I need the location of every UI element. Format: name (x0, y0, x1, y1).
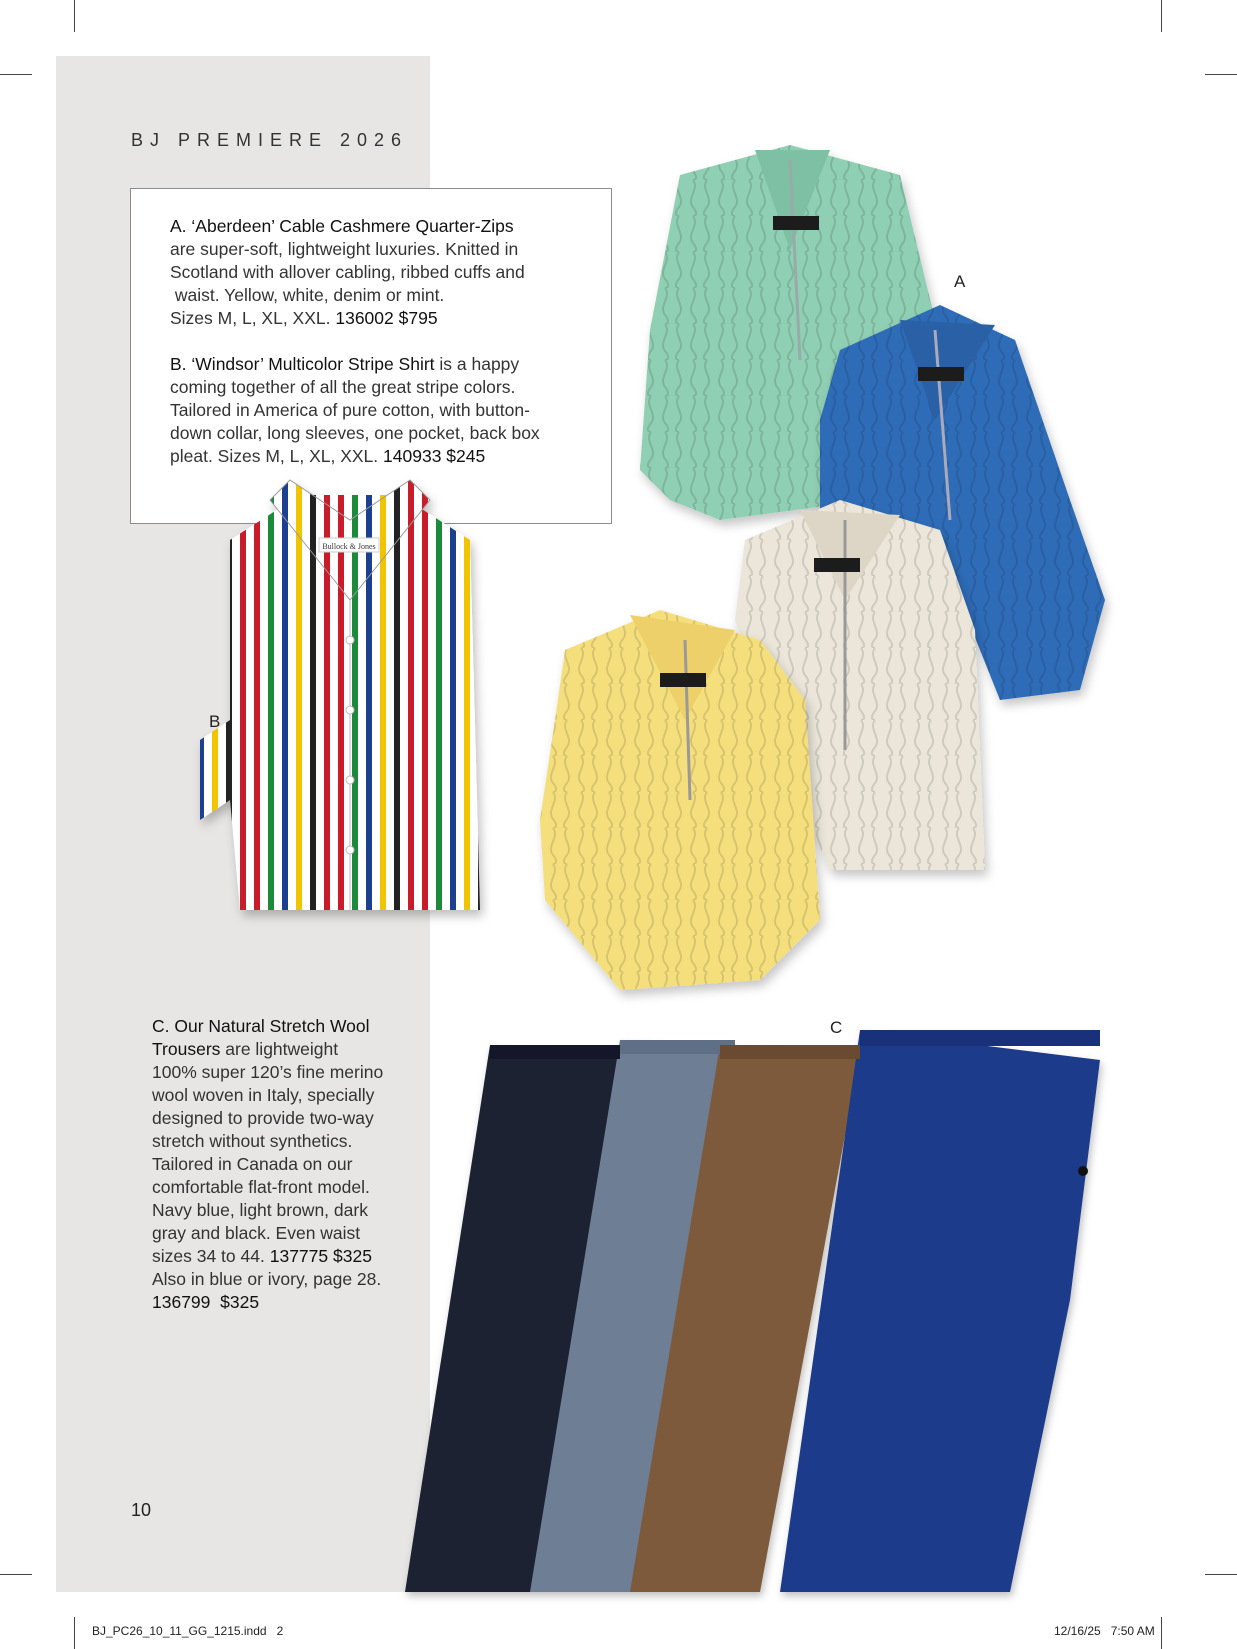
footer-filename: BJ_PC26_10_11_GG_1215.indd 2 (92, 1624, 284, 1638)
product-b-desc-line: coming together of all the great stripe colors. (170, 377, 516, 397)
product-c-desc-line: comfortable flat-front model. (152, 1177, 370, 1197)
product-c-desc-line: Navy blue, light brown, dark (152, 1200, 368, 1220)
product-a-desc-line: waist. Yellow, white, denim or mint. (170, 285, 445, 305)
product-a-name: A. ‘Aberdeen’ Cable Cashmere Quarter-Zips (170, 216, 514, 236)
product-c-desc-line: designed to provide two-way (152, 1108, 374, 1128)
product-c-sizes: sizes 34 to 44. (152, 1246, 265, 1266)
product-c-desc-line: gray and black. Even waist (152, 1223, 361, 1243)
product-c-marker: C (830, 1018, 843, 1037)
product-c-desc-line: are lightweight (220, 1039, 339, 1059)
product-a-desc-line: Scotland with allover cabling, ribbed cuffs and (170, 262, 525, 282)
product-b-desc-line: Tailored in America of pure cotton, with button- (170, 400, 530, 420)
footer-rule (74, 1617, 75, 1649)
page-number: 10 (131, 1500, 152, 1520)
footer-date: 12/16/25 7:50 AM (1054, 1624, 1155, 1638)
product-c-item-price: 137775 $325 (269, 1246, 372, 1266)
product-a-desc-line: are super-soft, lightweight luxuries. Knitted in (170, 239, 519, 259)
shirt-label-text: Bullock & Jones (322, 542, 376, 551)
product-c-desc-line: stretch without synthetics. (152, 1131, 353, 1151)
product-b-name: B. ‘Windsor’ Multicolor Stripe Shirt (170, 354, 435, 374)
product-c-desc-line: Also in blue or ivory, page 28. (152, 1269, 382, 1289)
product-c-item-price-2: 136799 $325 (152, 1292, 260, 1312)
product-a-sizes: Sizes M, L, XL, XXL. (170, 308, 331, 328)
product-c-desc-line: wool woven in Italy, specially (152, 1085, 375, 1105)
catalog-header: BJ PREMIERE 2026 (131, 130, 409, 150)
product-b-item-price: 140933 $245 (383, 446, 486, 466)
product-b-desc-line: down collar, long sleeves, one pocket, back box (170, 423, 540, 443)
product-c-name: C. Our Natural Stretch Wool (152, 1016, 370, 1036)
product-b-marker: B (209, 712, 221, 731)
product-c-name: Trousers (152, 1039, 221, 1059)
product-a-item-price: 136002 $795 (335, 308, 438, 328)
product-c-desc-line: Tailored in Canada on our (152, 1154, 353, 1174)
product-b-sizes: pleat. Sizes M, L, XL, XXL. (170, 446, 379, 466)
product-b-desc-line: is a happy (434, 354, 520, 374)
product-a-marker: A (954, 272, 966, 291)
product-c-desc-line: 100% super 120’s fine merino (152, 1062, 384, 1082)
